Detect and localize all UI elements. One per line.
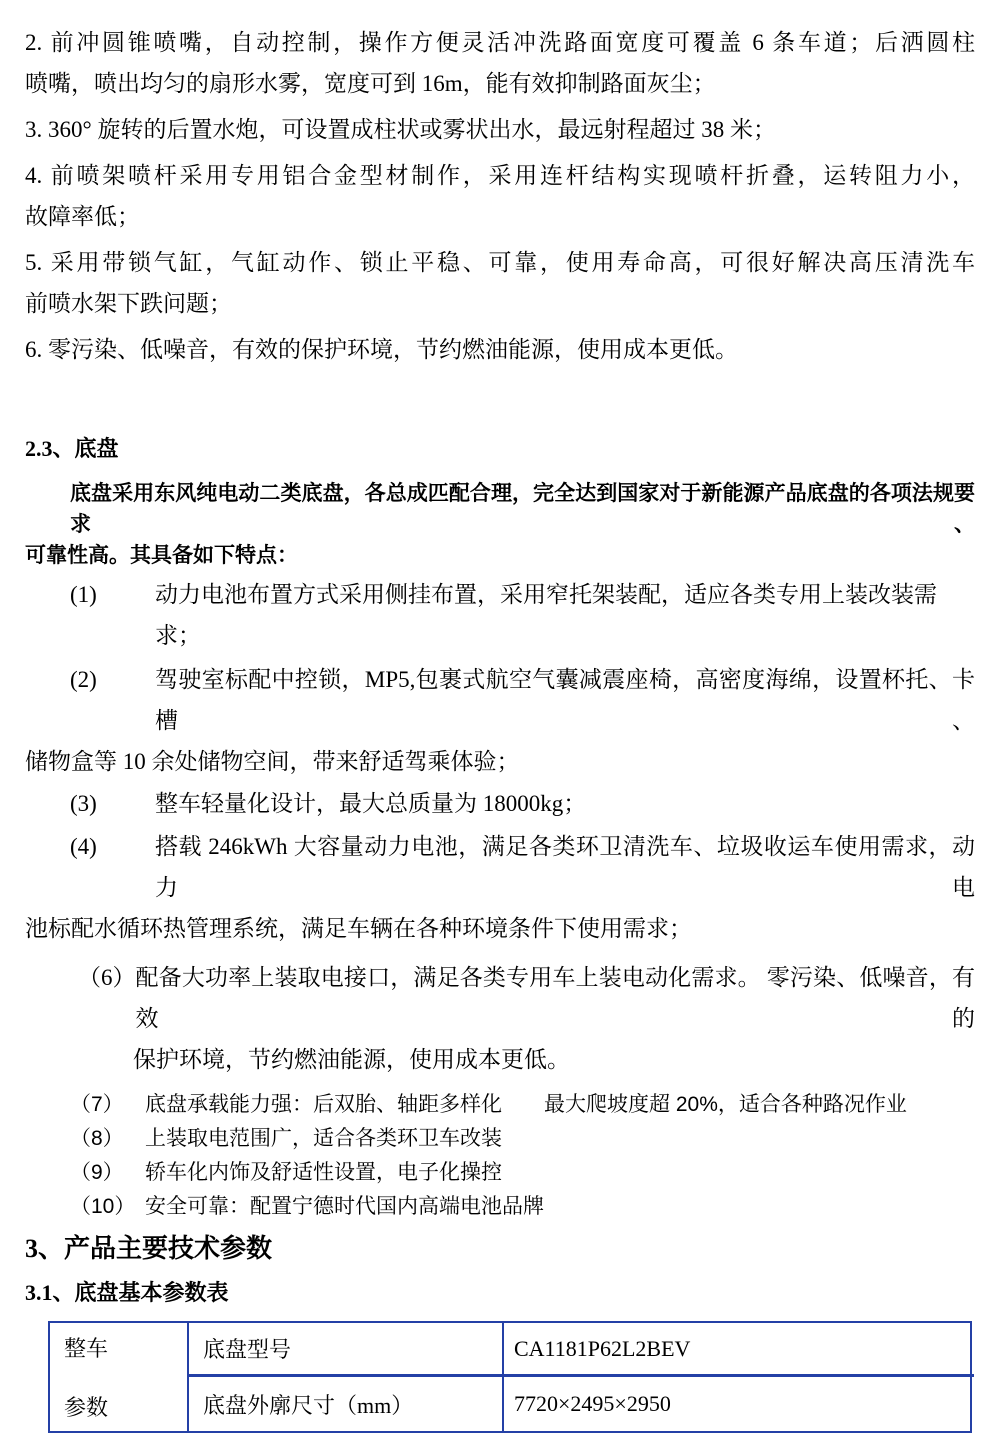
list-item-text: 驾驶室标配中控锁，MP5,包裹式航空气囊减震座椅，高密度海绵，设置杯托、卡槽、	[155, 667, 975, 733]
chassis-intro-paragraph	[25, 478, 975, 571]
list-item-continuation: 储物盒等 10 余处储物空间，带来舒适驾乘体验；	[25, 749, 520, 774]
text-line: 6. 零污染、低噪音，有效的保护环境，节约燃油能源，使用成本更低。	[25, 337, 738, 362]
text-line: 3. 360° 旋转的后置水炮，可设置成柱状或雾状出水，最远射程超过 38 米；	[25, 117, 776, 142]
list-item-text: 轿车化内饰及舒适性设置，电子化操控	[145, 1161, 502, 1184]
list-item-number: （7）	[70, 1093, 124, 1116]
list-item-text: 底盘承载能力强：后双胎、轴距多样化 最大爬坡度超 20%，适合各种路况作业	[145, 1093, 907, 1116]
list-item-4	[25, 826, 975, 949]
text-line: 4. 前喷架喷杆采用专用铝合金型材制作，采用连杆结构实现喷杆折叠，运转阻力小，	[25, 163, 975, 188]
list-item-7	[70, 1088, 975, 1122]
list-item-text: 动力电池布置方式采用侧挂布置，采用窄托架装配，适应各类专用上装改装需求；	[155, 582, 937, 648]
list-item-3	[25, 783, 975, 824]
list-item-number: (3)	[70, 791, 97, 816]
list-item-number: （10）	[70, 1195, 136, 1218]
text-line: 2. 前冲圆锥喷嘴，自动控制，操作方便灵活冲洗路面宽度可覆盖 6 条车道；后洒圆柱	[25, 30, 975, 55]
list-item-text: 安全可靠：配置宁德时代国内高端电池品牌	[145, 1195, 544, 1218]
section-heading-3-1: 3.1、底盘基本参数表	[25, 1280, 229, 1305]
feature-paragraph-3	[25, 109, 975, 150]
list-item-10	[70, 1190, 975, 1224]
list-item-1	[25, 574, 975, 656]
list-item-continuation: 保护环境，节约燃油能源，使用成本更低。	[133, 1047, 570, 1072]
feature-paragraph-2	[25, 22, 975, 104]
feature-paragraph-4	[25, 155, 975, 237]
group-label-line: 参数	[64, 1395, 109, 1420]
table-cell-chassis-dimensions-label: 底盘外廓尺寸（mm）	[189, 1377, 504, 1431]
text-line: 喷嘴，喷出均匀的扇形水雾，宽度可到 16m，能有效抑制路面灰尘；	[25, 71, 716, 96]
text-line: 5. 采用带锁气缸，气缸动作、锁止平稳、可靠，使用寿命高，可很好解决高压清洗车	[25, 250, 975, 275]
feature-paragraph-5	[25, 242, 975, 324]
table-cell-chassis-dimensions-value: 7720×2495×2950	[514, 1391, 671, 1416]
text-line: 底盘采用东风纯电动二类底盘，各总成匹配合理，完全达到国家对于新能源产品底盘的各项法规要求、	[70, 482, 975, 536]
list-item-number: （9）	[70, 1161, 124, 1184]
text-line: 故障率低；	[25, 204, 140, 229]
list-item-number: （8）	[70, 1127, 124, 1150]
list-item-continuation: 池标配水循环热管理系统，满足车辆在各种环境条件下使用需求；	[25, 916, 692, 941]
list-item-text: 上装取电范围广，适合各类环卫车改装	[145, 1127, 502, 1150]
list-item-text: 配备大功率上装取电接口，满足各类专用车上装电动化需求。 零污染、低噪音，有效的	[135, 965, 975, 1031]
list-item-2	[25, 659, 975, 782]
list-item-6	[25, 957, 975, 1080]
list-item-number: (4)	[70, 834, 97, 859]
list-item-number: (1)	[70, 582, 97, 607]
table-cell-chassis-model-label: 底盘型号	[189, 1323, 504, 1377]
list-item-8	[70, 1122, 975, 1156]
text-line: 前喷水架下跌问题；	[25, 291, 232, 316]
list-item-number: (2)	[70, 667, 97, 692]
table-group-header-cell	[50, 1323, 189, 1431]
chassis-parameters-table	[48, 1321, 972, 1433]
list-item-number: （6）	[78, 965, 136, 990]
sans-list-items	[25, 1088, 975, 1224]
list-item-text: 搭载 246kWh 大容量动力电池，满足各类环卫清洗车、垃圾收运车使用需求，动力电	[155, 834, 975, 900]
table-cell-chassis-model-value: CA1181P62L2BEV	[504, 1323, 974, 1377]
group-label-line: 整车	[64, 1336, 109, 1361]
list-item-text: 整车轻量化设计，最大总质量为 18000kg；	[155, 791, 587, 816]
text-line: 可靠性高。其具备如下特点：	[25, 544, 298, 567]
feature-paragraph-6	[25, 329, 975, 370]
section-heading-3: 3、产品主要技术参数	[25, 1234, 273, 1263]
section-heading-2-3: 2.3、底盘	[25, 436, 119, 461]
list-item-9	[70, 1156, 975, 1190]
